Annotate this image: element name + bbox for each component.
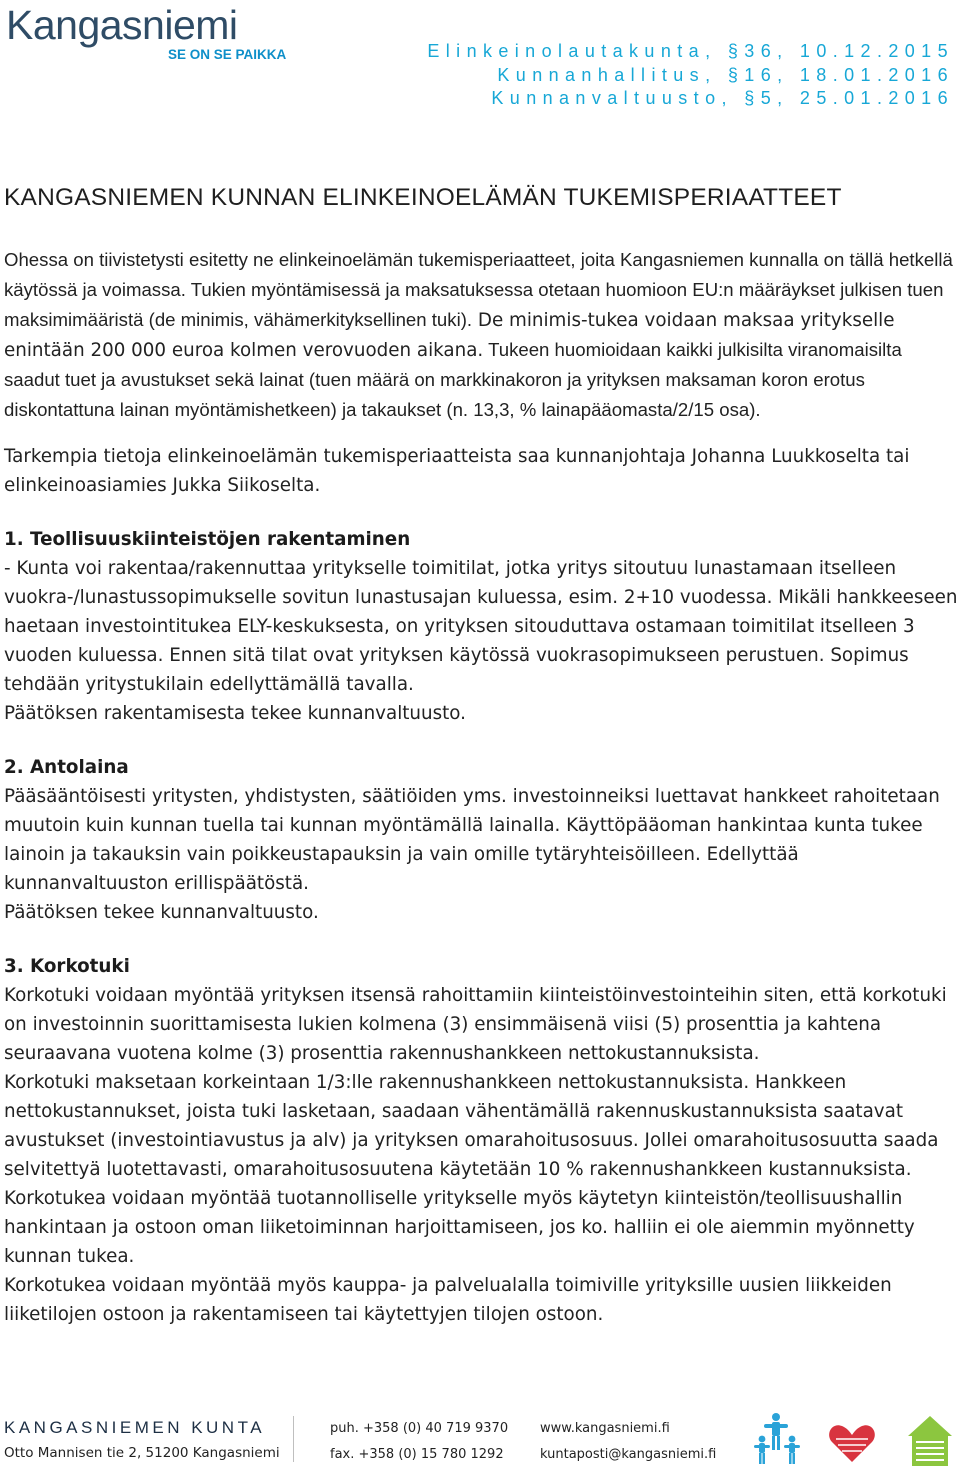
footer-organization: KANGASNIEMEN KUNTA: [4, 1418, 266, 1437]
people-icon: [754, 1413, 800, 1464]
meeting-line-kunnanvaltuusto: Kunnanvaltuusto, §5, 25.01.2016: [491, 88, 954, 108]
house-icon: [908, 1416, 952, 1466]
section-paragraph: Pääsääntöisesti yritysten, yhdistysten, säätiöiden yms. investoinneiksi luettavat hankkeet rahoitetaan muutoin kuin kunnan tuella tai kunnan myöntämällä lainalla. Käyttöpääoman hankintaa kunta tukee lainoin ja takauksin vain poikkeustapauksin ja vain omille tytäryhteisöilleen. Edellyttää kunnanvaltuuston erillispäätöstä.: [4, 786, 940, 894]
document-body: [4, 245, 960, 1329]
intro-text-part1: Ohessa on tiivistetysti esitetty ne elinkeinoelämän tukemisperiaatteet, joita Kangasniemen kunnalla on tällä hetkellä käytössä ja voimassa. Tukien myöntämisessä ja maksatuksessa otetaan huomioon EU:n määräykset julkisen tuen maksimimääristä (de minimis, vähämerkityksellinen tuki).: [4, 249, 953, 330]
intro-text-part2: De minimis-tukea voidaan maksaa yritykselle enintään 200 000 euroa kolmen verovuoden aikana.: [4, 310, 895, 361]
section-paragraph: Korkotukea voidaan myöntää myös kauppa- ja palvelualalla toimiville yrityksille uusien liikkeiden liiketilojen ostoon ja rakentamiseen tai käytettyjen tilojen ostoon.: [4, 1275, 892, 1325]
document-title: KANGASNIEMEN KUNNAN ELINKEINOELÄMÄN TUKEMISPERIAATTEET: [4, 184, 842, 211]
kangasniemi-logo: [6, 2, 286, 62]
footer-email[interactable]: kuntaposti@kangasniemi.fi: [540, 1447, 717, 1462]
footer-phone: puh. +358 (0) 40 719 9370: [330, 1421, 509, 1436]
logo-name: Kangasniemi: [6, 2, 238, 48]
logo-tagline: SE ON SE PAIKKA: [168, 47, 287, 62]
meeting-references: [427, 40, 954, 111]
page-footer: [0, 1412, 960, 1468]
section-heading: 3. Korkotuki: [4, 956, 130, 977]
intro-paragraph: [4, 245, 960, 425]
section-paragraph: - Kunta voi rakentaa/rakennuttaa yritykselle toimitilat, jotka yritys sitoutuu lunastamaan itselleen vuokra-/lunastussopimukselle sovitun lunastusajan kuluessa, esim. 2+10 vuodessa. Mikäli hankkeeseen haetaan investointitukea ELY-keskuksesta, on yrityksen sitouduttava ostamaan toimitilat itselleen 3 vuoden kuluessa. Ennen sitä tilat ovat yrityksen käytössä vuokrasopimukseen perustuen. Sopimus tehdään yritystukilain edellyttämällä tavalla.: [4, 558, 958, 695]
section-paragraph: Päätöksen tekee kunnanvaltuusto.: [4, 902, 319, 923]
footer-divider: [293, 1416, 294, 1462]
footer-icons: [752, 1412, 952, 1472]
footer-fax: fax. +358 (0) 15 780 1292: [330, 1447, 504, 1462]
footer-website[interactable]: www.kangasniemi.fi: [540, 1421, 670, 1436]
section-heading: 2. Antolaina: [4, 757, 129, 778]
meeting-line-elinkeinolautakunta: Elinkeinolautakunta, §36, 10.12.2015: [427, 41, 954, 61]
footer-address: Otto Mannisen tie 2, 51200 Kangasniemi: [4, 1445, 280, 1461]
meeting-line-kunnanhallitus: Kunnanhallitus, §16, 18.01.2016: [497, 64, 954, 85]
intro-text-part3: Tukeen huomioidaan kaikki julkisilta viranomaisilta saadut tuet ja avustukset sekä lainat (tuen määrä on markkinakoron ja yrityksen maksaman koron erotus diskontattuna lainan myöntämishetkeen) ja takaukset (n. 13,3, % lainapääomasta/2/15 osa).: [4, 339, 902, 420]
section-heading: 1. Teollisuuskiinteistöjen rakentaminen: [4, 529, 411, 550]
contact-paragraph: Tarkempia tietoja elinkeinoelämän tukemisperiaatteista saa kunnanjohtaja Johanna Luukkoselta tai elinkeinoasiamies Jukka Siikoselta.: [4, 446, 910, 496]
heart-icon: [829, 1425, 875, 1462]
section-paragraph: Päätöksen rakentamisesta tekee kunnanvaltuusto.: [4, 703, 466, 724]
section-paragraph: Korkotuki maksetaan korkeintaan 1/3:lle rakennushankkeen nettokustannuksista. Hankkeen nettokustannukset, joista tuki lasketaan, saadaan vähentämällä rakennuskustannuksista saatavat avustukset (investointiavustus ja alv) ja yrityksen omarahoitusosuus. Jollei omarahoitusosuutta saada selvitettyä luotettavasti, omarahoitusosuutena käytetään 10 % rakennushankkeen kustannuksista. Korkotukea voidaan myöntää tuotannolliselle yritykselle myös käytetyn kiinteistön/teollisuushallin hankintaan ja ostoon oman liiketoiminnan harjoittamiseen, jos ko. halliin ei ole aiemmin myönnetty kunnan tukea.: [4, 1072, 939, 1267]
section-paragraph: Korkotuki voidaan myöntää yrityksen itsensä rahoittamiin kiinteistöinvestointeihin siten, että korkotuki on investoinnin suorittamisesta lukien kolmena (3) ensimmäisenä viisi (5) prosenttia ja kahtena seuraavana vuotena kolme (3) prosenttia rakennushankkeen nettokustannuksista.: [4, 985, 947, 1064]
